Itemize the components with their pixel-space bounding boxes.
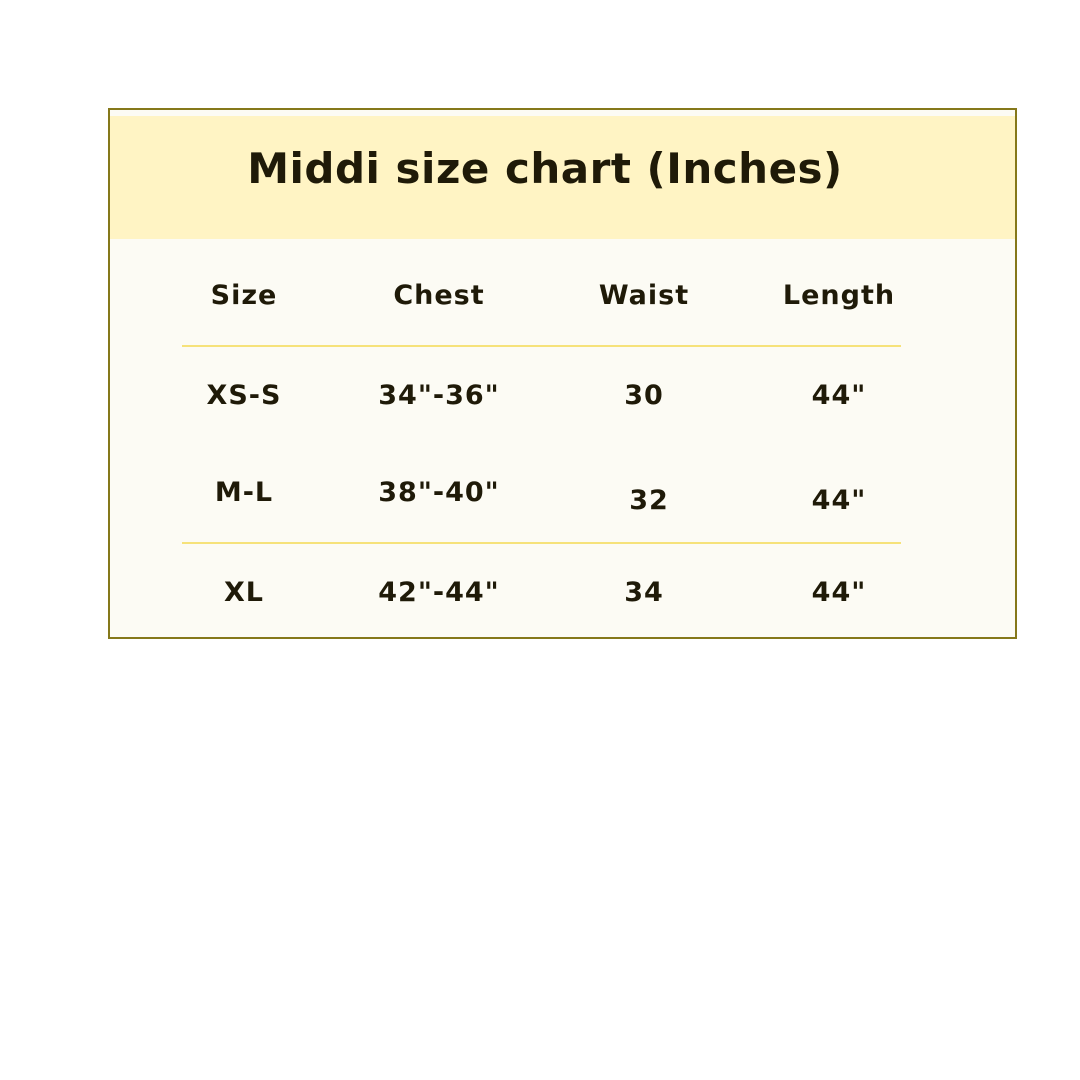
header-length: Length bbox=[782, 280, 896, 311]
header-size: Size bbox=[210, 280, 278, 311]
size-chart-card bbox=[108, 108, 1017, 639]
header-chest: Chest bbox=[393, 280, 485, 311]
table-cell-size: XL bbox=[223, 577, 265, 608]
table-cell-chest: 34"-36" bbox=[378, 380, 500, 411]
table-cell-waist: 30 bbox=[624, 380, 664, 411]
table-cell-chest: 42"-44" bbox=[378, 577, 500, 608]
header-waist: Waist bbox=[598, 280, 690, 311]
table-cell-length: 44" bbox=[811, 380, 867, 411]
table-cell-waist: 32 bbox=[629, 485, 669, 516]
table-cell-length: 44" bbox=[811, 577, 867, 608]
table-cell-length: 44" bbox=[811, 485, 867, 516]
table-cell-size: M-L bbox=[214, 477, 274, 508]
chart-title: Middi size chart (Inches) bbox=[247, 144, 843, 193]
table-cell-chest: 38"-40" bbox=[378, 477, 500, 508]
table-cell-waist: 34 bbox=[624, 577, 664, 608]
table-cell-size: XS-S bbox=[206, 380, 282, 411]
header-divider bbox=[182, 345, 901, 347]
row-divider bbox=[182, 542, 901, 544]
